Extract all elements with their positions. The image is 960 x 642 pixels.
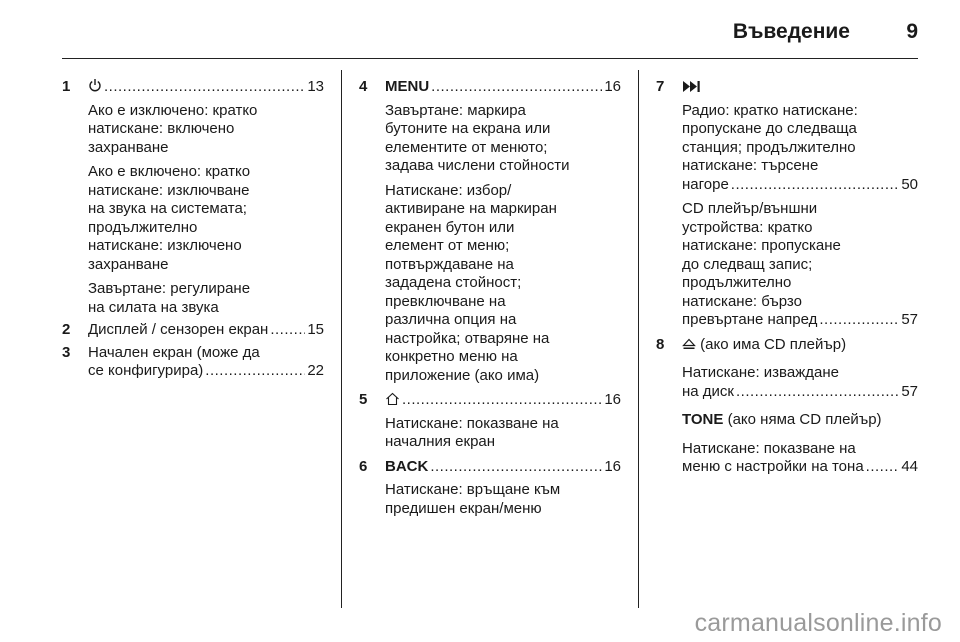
page-ref: 16 [604,78,621,95]
power-icon [88,78,102,97]
column-divider-1 [341,70,342,608]
page-ref: 57 [901,382,918,400]
entry-7 [656,78,918,330]
paragraph [682,102,918,195]
text-line: станция; продължително [682,138,856,156]
menu-button-label: MENU [385,78,430,95]
entry-2 [62,321,324,340]
text-line: различна опция на [385,311,517,328]
text-line: Начален екран (може да [88,343,260,361]
entry-heading [385,78,621,97]
text-line: до следващ запис; [682,255,813,273]
text-line: екранен бутон или [385,218,515,236]
entry-number: 4 [359,78,368,95]
text-line: натискане: включено [88,120,235,137]
text-line: Натискане: показване на [682,439,856,457]
dot-leader [819,311,899,330]
page-header-title: Въведение [732,20,850,43]
text-line: нагоре [682,175,729,193]
paragraph [385,102,621,176]
page-ref: 57 [901,311,918,328]
text-line: натискане: изключено [88,237,242,254]
page-ref: 16 [604,391,621,408]
entry-4 [359,78,621,385]
text-line: Натискане: връщане към [385,481,561,498]
text-line: натискане: пропускане [682,237,841,254]
entry-heading [88,78,324,97]
text-line: елемент от меню; [385,237,510,254]
text-line-with-page [682,383,918,402]
eject-icon [682,336,700,353]
home-icon [385,391,400,410]
paragraph [88,280,324,317]
paragraph [385,415,621,452]
dot-leader [104,78,305,97]
entry-heading [385,458,621,477]
text-line: устройства: кратко [682,218,813,236]
entry-number: 3 [62,343,71,361]
dot-leader [731,176,900,195]
text-line: натискане: бързо [682,292,802,310]
text-line: конкретно меню на [385,348,518,365]
dot-leader [402,391,602,410]
text-line: Ако е включено: кратко [88,163,251,180]
page-number: 9 [906,20,918,43]
text-line: задава числени стойности [385,157,570,174]
text-line: Завъртане: регулиране [88,280,251,297]
entry-6 [359,458,621,519]
header-rule [62,58,918,59]
entry-label: (ако няма CD плейър) [727,411,882,428]
text-line: на силата на звука [88,298,219,316]
entry-heading [682,336,918,355]
text-line: натискане: търсене [682,157,819,174]
paragraph [385,481,621,518]
page-ref: 22 [307,362,324,379]
text-line: продължително [682,274,792,291]
dot-leader [736,383,899,402]
watermark: carmanualsonline.info [694,609,942,637]
entry-number: 2 [62,321,71,338]
tone-button-label: TONE [682,411,724,428]
skip-forward-icon [682,78,702,97]
column-1 [62,78,324,381]
dot-leader [866,458,900,477]
entry-label: се конфигурира) [88,362,204,379]
text-line: приложение (ако има) [385,366,540,384]
text-line: превъртане напред [682,311,818,328]
text-line: Радио: кратко натискане: [682,101,858,119]
text-line: на диск [682,382,734,400]
text-line: активиране на маркиран [385,200,557,217]
entry-number: 1 [62,78,71,95]
text-line-with-page [682,311,918,330]
paragraph [88,163,324,274]
text-line: продължително [88,218,198,236]
column-3 [656,78,918,477]
entry-5 [359,391,621,452]
text-line: Натискане: показване на [385,414,559,432]
page-ref: 44 [901,458,918,475]
text-line: Завъртане: маркира [385,101,526,119]
entry-number: 7 [656,78,665,95]
text-line: захранване [88,255,169,273]
text-line-with-page [682,176,918,195]
paragraph [682,440,918,477]
entry-label: Дисплей / сензорен екран [88,321,269,338]
entry-heading [88,321,324,340]
dot-leader [205,362,305,381]
text-line: на звука на системата; [88,200,247,217]
dot-leader [430,458,602,477]
text-line: натискане: изключване [88,181,250,199]
text-line: меню с настройки на тона [682,458,864,475]
paragraph [682,200,918,330]
page-ref: 16 [604,457,621,475]
text-line: превключване на [385,292,506,310]
page-ref: 13 [307,78,324,95]
page-ref: 50 [901,175,918,193]
dot-leader [270,321,305,340]
text-line-with-page [682,458,918,477]
paragraph [682,364,918,401]
text-line: Натискане: избор/ [385,181,512,199]
text-line: зададена стойност; [385,274,522,291]
text-line: бутоните на екрана или [385,120,551,137]
column-2 [359,78,621,518]
entry-8 [656,336,918,477]
column-divider-2 [638,70,639,608]
entry-number: 8 [656,335,665,353]
dot-leader [431,78,602,97]
entry-3 [62,344,324,381]
text-line: настройка; отваряне на [385,329,550,347]
text-line: Ако е изключено: кратко [88,101,258,119]
text-line: CD плейър/външни [682,200,818,217]
entry-label: (ако има CD плейър) [700,335,847,353]
text-line: предишен екран/меню [385,499,542,517]
text-line: захранване [88,138,169,156]
entry-1 [62,78,324,317]
entry-number: 5 [359,391,368,408]
paragraph [88,102,324,158]
text-line: потвърждаване на [385,255,514,273]
paragraph [385,182,621,386]
entry-heading [682,78,918,97]
text-line: Натискане: изваждане [682,364,839,381]
back-button-label: BACK [385,457,429,475]
entry-number: 6 [359,457,368,475]
page-ref: 15 [307,321,324,338]
text-line: началния екран [385,433,496,450]
entry-heading [385,391,621,410]
tone-heading [682,411,918,430]
text-line: пропускане до следваща [682,120,857,137]
text-line: елементите от менюто; [385,138,548,156]
entry-heading [88,362,324,381]
